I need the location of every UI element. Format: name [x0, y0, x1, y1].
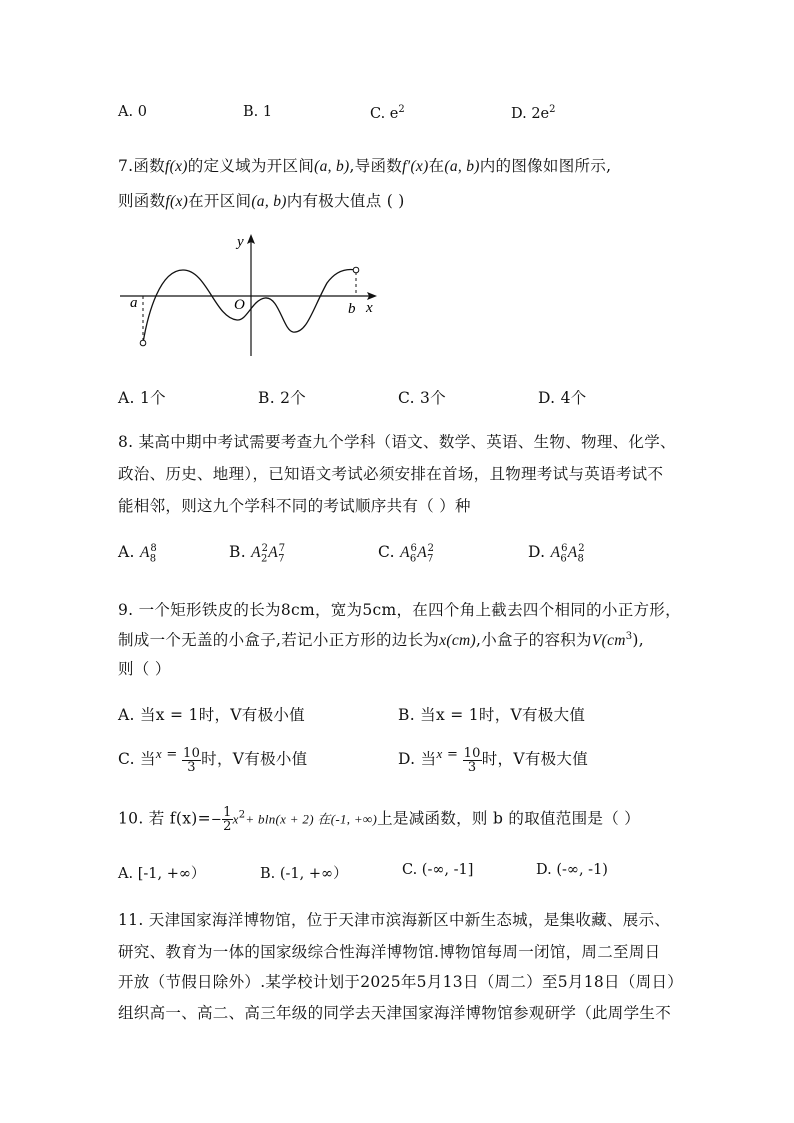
q10-option-b: B. (-1, +∞） — [260, 866, 348, 882]
q9-line1: 9. 一个矩形铁皮的长为8cm，宽为5cm，在四个角上截去四个相同的小正方形， — [118, 601, 681, 619]
q9-option-a: A. 当x = 1时，V有极小值 — [118, 706, 305, 724]
q7-line1: 7.函数f(x)的定义域为开区间(a, b),导函数f′(x)在(a, b)内的图像如图所示, — [118, 157, 612, 175]
q9-line3: 则（ ） — [118, 660, 171, 678]
label-y: y — [237, 234, 244, 250]
endpoint-a — [140, 340, 146, 346]
q8-line1: 8. 某高中期中考试需要考查九个学科（语文、数学、英语、生物、物理、化学、 — [118, 433, 676, 451]
q7-line2: 则函数f(x)在开区间(a, b)内有极大值点 ( ) — [118, 192, 405, 210]
q10-line: 10. 若 f(x)=− $\frac{1}{2}$ $x^2+ bln(x + 2)$ 在(-1, +∞)上是减函数，则 b 的取值范围是（ ） — [118, 805, 641, 834]
q7-option-a: A. 1个 — [118, 389, 166, 407]
q8-line2: 政治、历史、地理），已知语文考试必须安排在首场，且物理考试与英语考试不 — [118, 465, 664, 483]
q8-option-d: D. $A_6^6A_8^2$ — [528, 543, 585, 565]
q7-derivative-graph — [115, 228, 390, 363]
q8-option-c: C. $A_6^6A_7^2$ — [378, 543, 435, 565]
q9-option-d: D. 当$^x$ = $\frac{10}{3}$ 时，V有极大值 — [398, 745, 589, 775]
q8-option-b: B. $A_2^2A_7^7$ — [229, 543, 286, 565]
q10-option-a: A. [-1, +∞） — [118, 866, 206, 882]
q11-line3: 开放（节假日除外）.某学校计划于2025年5月13日（周二）至5月18日（周日） — [118, 973, 684, 991]
label-b: b — [348, 301, 356, 317]
q7-option-d: D. 4个 — [538, 389, 587, 407]
q7-option-c: C. 3个 — [398, 389, 447, 407]
q11-line2: 研究、教育为一体的国家级综合性海洋博物馆.博物馆每周一闭馆，周二至周日 — [118, 943, 661, 961]
q11-line1: 11. 天津国家海洋博物馆，位于天津市滨海新区中新生态城，是集收藏、展示、 — [118, 911, 671, 929]
q9-option-b: B. 当x = 1时，V有极大值 — [398, 706, 586, 724]
q10-option-c: C. (-∞, -1] — [402, 862, 474, 878]
label-a: a — [130, 295, 138, 311]
q9-option-c: C. 当$^x$ = $\frac{10}{3}$ 时，V有极小值 — [118, 745, 308, 775]
q8-line3: 能相邻，则这九个学科不同的考试顺序共有（ ）种 — [118, 497, 471, 515]
q7-option-b: B. 2个 — [258, 389, 307, 407]
q10-option-d: D. (-∞, -1) — [536, 862, 608, 878]
label-origin: O — [234, 297, 245, 313]
derivative-curve — [143, 270, 356, 343]
q6-option-c: C. $e^2$ — [370, 104, 405, 122]
q6-option-d: D. $2e^2$ — [511, 104, 556, 122]
endpoint-b — [353, 267, 359, 273]
q9-line2: 制成一个无盖的小盒子,若记小正方形的边长为x(cm),小盒子的容积为$V(cm^3)$, — [118, 630, 645, 649]
q6-option-a: A. 0 — [118, 104, 147, 120]
q8-option-a: A. $A_8^8$ — [118, 543, 158, 565]
label-x: x — [366, 300, 373, 316]
q6-option-b: B. 1 — [243, 104, 273, 120]
q11-line4: 组织高一、高二、高三年级的同学去天津国家海洋博物馆参观研学（此周学生不 — [118, 1004, 672, 1022]
